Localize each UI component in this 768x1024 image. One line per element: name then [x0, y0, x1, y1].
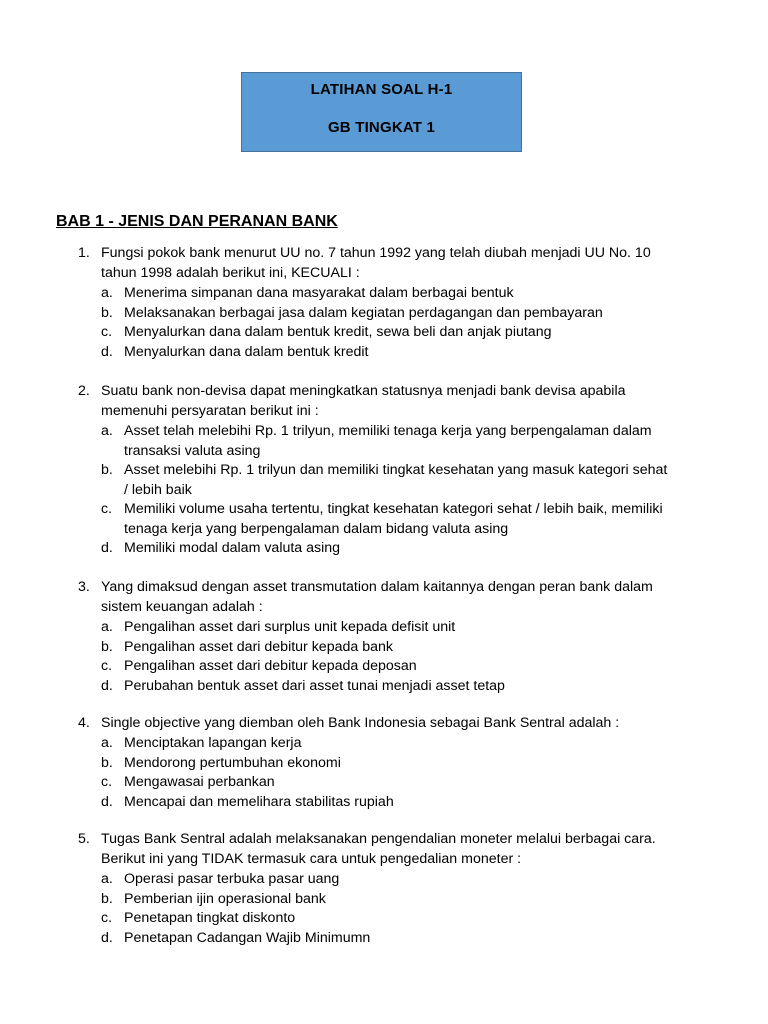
option-text: Mendorong pertumbuhan ekonomi	[124, 754, 341, 771]
option-text: Pengalihan asset dari surplus unit kepada defisit unit	[124, 619, 456, 635]
question-text: Yang dimaksud dengan asset transmutation dalam kaitannya dengan peran bank dalam	[101, 579, 653, 595]
option-text: Memiliki modal dalam valuta asing	[124, 540, 341, 556]
option-letter: a.	[101, 423, 113, 439]
option-letter: c.	[101, 658, 113, 674]
section-title: BAB 1 - JENIS DAN PERANAN BANK	[56, 213, 338, 230]
option-letter: a.	[101, 871, 113, 887]
option-text: Pengalihan asset dari debitur kepada deposan	[124, 658, 417, 674]
option-letter: c.	[101, 774, 113, 790]
question-number: 2.	[78, 383, 90, 399]
header-subtitle: GB TINGKAT 1	[327, 119, 436, 136]
question-number: 5.	[78, 831, 90, 847]
option-letter: a.	[101, 619, 113, 635]
option-text: Pemberian ijin operasional bank	[124, 890, 326, 907]
option-text: Memiliki volume usaha tertentu, tingkat kesehatan kategori sehat / lebih baik, memiliki	[124, 501, 663, 517]
option-letter: d.	[101, 793, 113, 810]
option-text: Menyalurkan dana dalam bentuk kredit	[124, 343, 369, 360]
option-letter: d.	[101, 929, 113, 946]
option-text: / lebih baik	[124, 481, 192, 498]
option-letter: b.	[101, 754, 113, 771]
question-text: tahun 1998 adalah berikut ini, KECUALI :	[101, 265, 360, 281]
option-text: transaksi valuta asing	[124, 442, 261, 459]
question-number: 4.	[78, 715, 90, 731]
option-text: Menerima simpanan dana masyarakat dalam berbagai bentuk	[124, 285, 514, 301]
option-text: Asset melebihi Rp. 1 trilyun dan memiliki tingkat kesehatan yang masuk kategori sehat	[124, 462, 668, 478]
option-text: Menciptakan lapangan kerja	[124, 735, 302, 751]
option-text: Perubahan bentuk asset dari asset tunai menjadi asset tetap	[124, 677, 505, 694]
option-letter: b.	[101, 638, 113, 655]
question-text: Fungsi pokok bank menurut UU no. 7 tahun 1992 yang telah diubah menjadi UU No. 10	[101, 245, 651, 261]
option-text: tenaga kerja yang berpengalaman dalam bidang valuta asing	[124, 520, 509, 537]
option-letter: d.	[101, 540, 113, 556]
option-text: Mengawasai perbankan	[124, 774, 275, 790]
question-text: Single objective yang diemban oleh Bank Indonesia sebagai Bank Sentral adalah :	[101, 715, 620, 731]
question-text: Berikut ini yang TIDAK termasuk cara untuk pengedalian moneter :	[101, 851, 522, 867]
option-text: Operasi pasar terbuka pasar uang	[124, 871, 340, 887]
header-title: LATIHAN SOAL H-1	[310, 81, 453, 98]
option-letter: d.	[101, 343, 113, 360]
option-letter: a.	[101, 735, 113, 751]
option-text: Melaksanakan berbagai jasa dalam kegiatan perdagangan dan pembayaran	[124, 304, 603, 321]
question-text: sistem keuangan adalah :	[101, 599, 263, 615]
option-letter: b.	[101, 462, 113, 478]
option-text: Asset telah melebihi Rp. 1 trilyun, memiliki tenaga kerja yang berpengalaman dalam	[124, 423, 652, 439]
option-text: Penetapan tingkat diskonto	[124, 910, 296, 926]
option-text: Mencapai dan memelihara stabilitas rupiah	[124, 793, 394, 810]
option-text: Pengalihan asset dari debitur kepada bank	[124, 638, 393, 655]
question-number: 1.	[78, 245, 90, 261]
header-box	[241, 72, 522, 152]
question-text: Tugas Bank Sentral adalah melaksanakan pengendalian moneter melalui berbagai cara.	[101, 831, 656, 847]
option-letter: c.	[101, 910, 113, 926]
option-text: Menyalurkan dana dalam bentuk kredit, sewa beli dan anjak piutang	[124, 324, 552, 340]
option-text: Penetapan Cadangan Wajib Minimumn	[124, 929, 371, 946]
option-letter: d.	[101, 677, 113, 694]
question-text: memenuhi persyaratan berikut ini :	[101, 403, 319, 419]
option-letter: a.	[101, 285, 113, 301]
option-letter: b.	[101, 890, 113, 907]
option-letter: c.	[101, 501, 113, 517]
option-letter: b.	[101, 304, 113, 321]
option-letter: c.	[101, 324, 113, 340]
question-number: 3.	[78, 579, 90, 595]
question-text: Suatu bank non-devisa dapat meningkatkan statusnya menjadi bank devisa apabila	[101, 383, 626, 399]
